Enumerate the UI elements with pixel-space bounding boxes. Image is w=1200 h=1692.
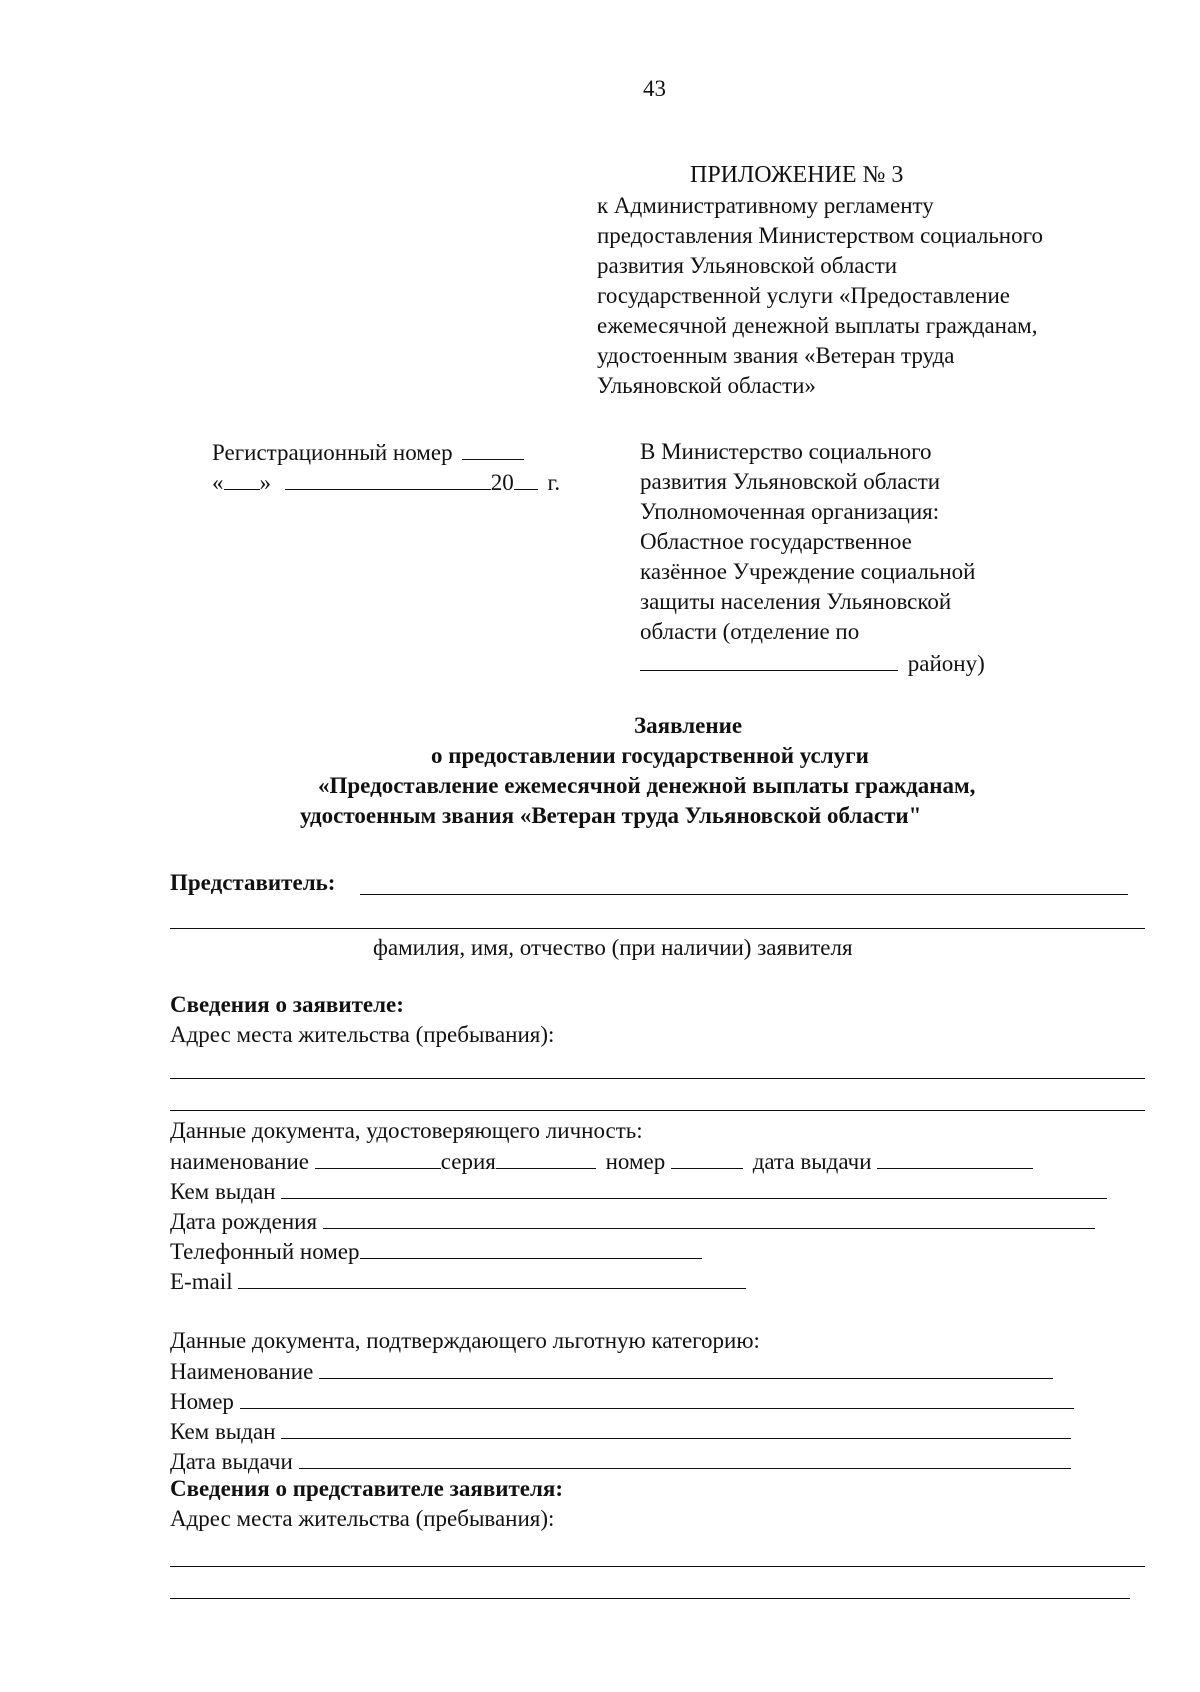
benefit-name-field[interactable] [319,1356,1053,1379]
addressee-line: развития Ульяновской области [640,469,941,494]
id-doc-row [170,1146,1033,1177]
email-row [170,1266,746,1297]
addressee-line: Уполномоченная организация: [640,499,940,524]
birth-date-field[interactable] [323,1206,1095,1229]
quote-open: « [212,470,224,495]
benefit-issued-by-field[interactable] [281,1416,1071,1439]
rep-address-field[interactable] [170,1566,1145,1567]
page-number: 43 [643,76,666,101]
district-field[interactable] [640,648,898,671]
appendix-line: удостоенным звания «Ветеран труда [597,343,955,368]
registration-date-row [212,467,560,498]
issued-by-field[interactable] [281,1176,1107,1199]
benefit-issued-by-label: Кем выдан [170,1419,276,1444]
representative-field[interactable] [360,894,1128,895]
representative-label: Представитель: [170,870,336,895]
quote-close: » [259,470,271,495]
appendix-line: ежемесячной денежной выплаты гражданам, [597,313,1038,338]
birth-date-row [170,1206,1095,1237]
registration-label [212,437,524,468]
issued-by-label: Кем выдан [170,1179,276,1204]
benefit-issue-date-row [170,1446,1071,1477]
id-number-field[interactable] [671,1146,743,1169]
district-row [640,648,985,679]
appendix-title: ПРИЛОЖЕНИЕ № 3 [690,162,904,188]
phone-label: Телефонный номер [170,1239,360,1264]
benefit-issue-date-field[interactable] [299,1446,1071,1469]
registration-day-field[interactable] [224,467,260,490]
benefit-issued-by-row [170,1416,1071,1447]
id-doc-label: Данные документа, удостоверяющего личность: [170,1118,643,1143]
registration-number-field[interactable] [462,437,524,460]
representative-caption: фамилия, имя, отчество (при наличии) заявителя [373,935,853,960]
addressee-line: Областное государственное [640,529,912,554]
rep-address-label: Адрес места жительства (пребывания): [170,1506,555,1531]
applicant-heading: Сведения о заявителе: [170,992,404,1017]
application-title: Заявление [634,713,743,738]
id-number-label: номер [605,1149,666,1174]
id-issue-date-field[interactable] [877,1146,1033,1169]
benefit-name-label: Наименование [170,1359,314,1384]
application-subtitle: о предоставлении государственной услуги [431,743,869,768]
appendix-line: к Административному регламенту [597,193,934,218]
benefit-issue-date-label: Дата выдачи [170,1449,293,1474]
addressee-line: казённое Учреждение социальной [640,559,976,584]
application-subtitle: «Предоставление ежемесячной денежной выплаты гражданам, [318,773,976,798]
email-field[interactable] [238,1266,746,1289]
addressee-line: области (отделение по [640,619,860,644]
rep-address-field-2[interactable] [170,1598,1130,1599]
addressee-line: В Министерство социального [640,439,932,464]
id-series-field[interactable] [496,1146,596,1169]
birth-date-label: Дата рождения [170,1209,318,1234]
addressee-line: защиты населения Ульяновской [640,589,952,614]
email-label: E-mail [170,1269,233,1294]
id-name-label: наименование [170,1149,309,1174]
phone-field[interactable] [360,1236,702,1259]
appendix-line: развития Ульяновской области [597,253,898,278]
id-name-field[interactable] [315,1146,441,1169]
application-subtitle: удостоенным звания «Ветеран труда Ульяновской области" [300,803,922,828]
registration-year-field[interactable] [514,467,538,490]
id-series-label: серия [440,1149,496,1174]
applicant-address-label: Адрес места жительства (пребывания): [170,1022,555,1047]
appendix-line: Ульяновской области» [597,373,816,398]
district-suffix: району) [907,651,985,676]
applicant-address-field-2[interactable] [170,1110,1145,1111]
applicant-address-field[interactable] [170,1078,1145,1079]
registration-month-field[interactable] [285,467,491,490]
representative-field-2[interactable] [170,928,1145,929]
benefit-name-row [170,1356,1053,1387]
year-suffix: г. [547,470,561,495]
benefit-number-row [170,1386,1074,1417]
issued-by-row [170,1176,1107,1207]
appendix-line: государственной услуги «Предоставление [597,283,1010,308]
benefit-doc-label: Данные документа, подтверждающего льготную категорию: [170,1328,760,1353]
phone-row [170,1236,702,1267]
benefit-number-field[interactable] [240,1386,1074,1409]
registration-number-label: Регистрационный номер [212,440,453,465]
appendix-line: предоставления Министерством социального [597,223,1043,248]
benefit-number-label: Номер [170,1389,234,1414]
year-prefix: 20 [490,470,514,495]
id-issue-date-label: дата выдачи [752,1149,872,1174]
rep-info-heading: Сведения о представителе заявителя: [170,1476,564,1501]
